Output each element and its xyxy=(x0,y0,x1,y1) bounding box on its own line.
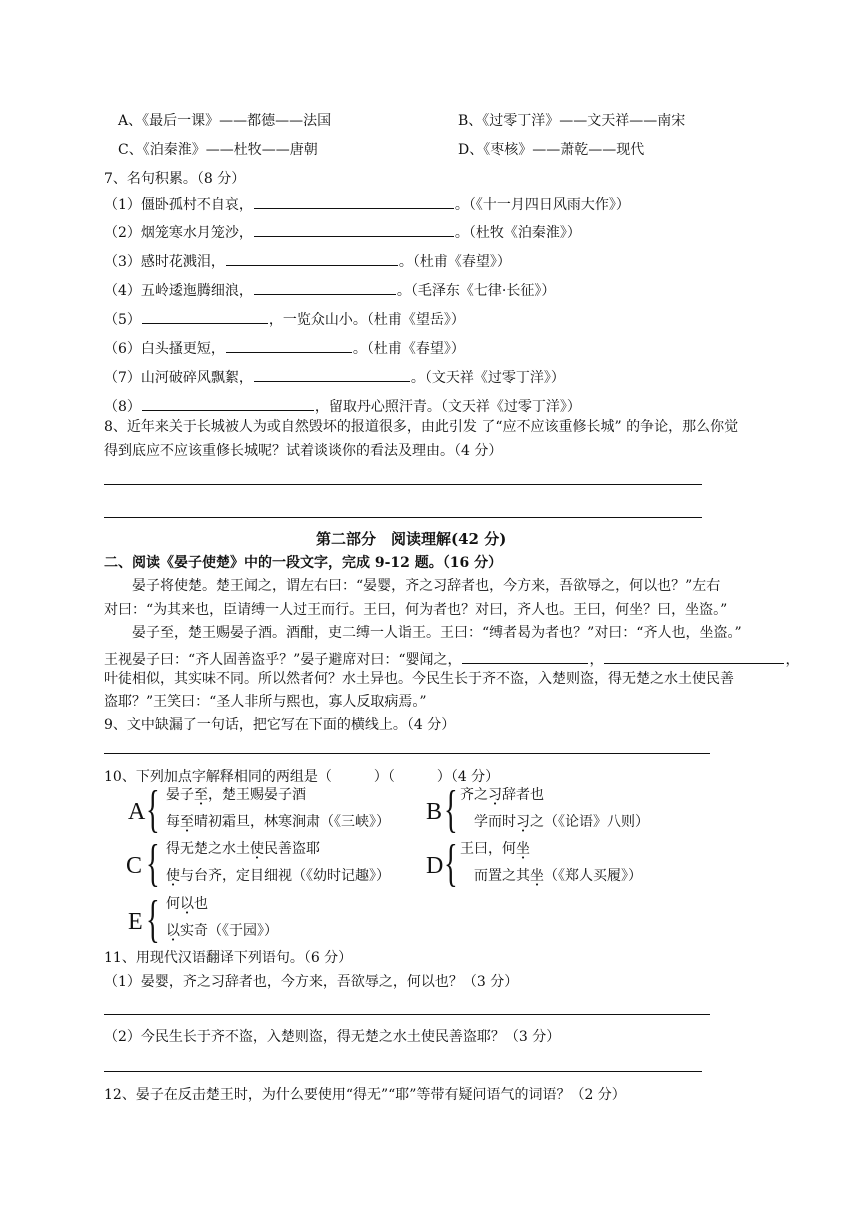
answer-blank[interactable] xyxy=(254,194,454,209)
answer-line[interactable] xyxy=(104,517,702,518)
group-d-line-1: 王曰，何坐 xyxy=(460,841,530,857)
answer-blank[interactable] xyxy=(142,309,268,324)
passage-line: 对曰：“为其来也，臣请缚一人过王而行。王曰，何为者也？对曰，齐人也。王曰，何坐？曰，坐盗。” xyxy=(104,602,728,618)
missing-sentence-blank[interactable] xyxy=(462,649,588,664)
q7-item-8: （8） ，留取丹心照汗青。（文天祥《过零丁洋》） xyxy=(104,396,581,414)
group-d-line-2: 而置之其坐（《郑人买履》） xyxy=(474,868,642,884)
answer-line[interactable] xyxy=(104,484,702,485)
option-c: C、《泊秦淮》——杜牧——唐朝 xyxy=(118,142,318,158)
q11-sentence-1: （1）晏婴，齐之习辞者也，今方来，吾欲辱之，何以也？（3 分） xyxy=(104,974,519,990)
option-d: D、《枣核》——萧乾——现代 xyxy=(458,142,645,158)
q11-sentence-2: （2）今民生长于齐不盗，入楚则盗，得无楚之水土使民善盗耶？（3 分） xyxy=(104,1029,561,1045)
group-e-line-2: 以实奇（《于园》） xyxy=(166,923,278,939)
q8-line-2: 得到底应不应该重修长城呢？试着谈谈你的看法及理由。（4 分） xyxy=(104,443,503,459)
q7-item-2: （2）烟笼寒水月笼沙， 。（杜牧《泊秦淮》） xyxy=(104,222,581,240)
brace-icon: { xyxy=(444,835,458,892)
group-a-line-2: 每至晴初霜旦，林寒涧肃（《三峡》） xyxy=(166,814,390,830)
group-b-line-1: 齐之习辞者也 xyxy=(460,787,544,803)
q8-line-1: 8、近年来关于长城被人为或自然毁坏的报道很多，由此引发 了“应不应该重修长城” 的争论，那么你觉 xyxy=(104,419,739,435)
passage-line: 晏子至，楚王赐晏子酒。酒酣，吏二缚一人诣王。王曰：“缚者曷为者也？”对曰：“齐人也，坐盗。” xyxy=(132,625,742,641)
brace-icon: { xyxy=(146,781,160,838)
part-heading: 第二部分 阅读理解(42 分) xyxy=(316,530,507,548)
answer-blank[interactable] xyxy=(142,396,314,411)
section-heading: 二、阅读《晏子使楚》中的一段文字，完成 9-12 题。（16 分） xyxy=(104,555,503,571)
answer-blank[interactable] xyxy=(226,338,352,353)
group-c-line-2: 使与台齐，定目细视（《幼时记趣》） xyxy=(166,868,390,884)
answer-line[interactable] xyxy=(104,753,710,754)
group-c-line-1: 得无楚之水土使民善盗耶 xyxy=(166,841,320,857)
missing-sentence-blank[interactable] xyxy=(604,649,784,664)
option-letter-d: D xyxy=(426,853,444,879)
answer-line[interactable] xyxy=(104,1014,710,1015)
q10-title: 10、下列加点字解释相同的两组是（ ）（ ）（4 分） xyxy=(104,769,500,785)
answer-blank[interactable] xyxy=(254,222,454,237)
option-b: B、《过零丁洋》——文天祥——南宋 xyxy=(458,113,686,129)
answer-blank[interactable] xyxy=(226,251,398,266)
option-letter-b: B xyxy=(426,799,443,825)
option-letter-c: C xyxy=(126,853,143,879)
group-b-line-2: 学而时习之（《论语》八则） xyxy=(474,814,649,830)
q7-item-7: （7）山河破碎风飘絮， 。（文天祥《过零丁洋》） xyxy=(104,367,565,385)
brace-icon: { xyxy=(146,891,160,948)
option-letter-e: E xyxy=(128,909,143,935)
answer-blank[interactable] xyxy=(254,367,410,382)
answer-blank[interactable] xyxy=(254,280,396,295)
group-a-line-1: 晏子至，楚王赐晏子酒 xyxy=(166,787,306,803)
passage-line: 晏子将使楚。楚王闻之，谓左右曰：“晏婴，齐之习辞者也，今方来，吾欲辱之，何以也？”左右 xyxy=(132,578,721,594)
q12-title: 12、晏子在反击楚王时，为什么要使用“得无”“耶”等带有疑问语气的词语？（2 分） xyxy=(104,1087,626,1103)
passage-line: 盗耶？”王笑曰：“圣人非所与熙也，寡人反取病焉。” xyxy=(104,694,427,710)
brace-icon: { xyxy=(146,835,160,892)
passage-line: 王视晏子曰：“齐人固善盗乎？”晏子避席对曰：“婴闻之， ， ， xyxy=(104,649,799,667)
option-a: A、《最后一课》——都德——法国 xyxy=(118,113,332,129)
group-e-line-1: 何以也 xyxy=(166,896,208,912)
q11-title: 11、用现代汉语翻译下列语句。（6 分） xyxy=(104,950,353,966)
q7-item-3: （3）感时花溅泪， 。（杜甫《春望》） xyxy=(104,251,511,269)
passage-line: 叶徒相似，其实味不同。所以然者何？水土异也。今民生长于齐不盗，入楚则盗，得无楚之水土使民善 xyxy=(104,671,734,687)
q7-title: 7、名句积累。（8 分） xyxy=(104,171,246,187)
q7-item-1: （1）僵卧孤村不自哀， 。（《十一月四日风雨大作》） xyxy=(104,194,630,212)
q7-item-5: （5） ，一览众山小。（杜甫《望岳》） xyxy=(104,309,465,327)
option-letter-a: A xyxy=(128,799,146,825)
brace-icon: { xyxy=(444,781,458,838)
q7-item-4: （4）五岭逶迤腾细浪， 。（毛泽东《七律·长征》） xyxy=(104,280,555,298)
answer-line[interactable] xyxy=(104,1071,702,1072)
q9-title: 9、文中缺漏了一句话，把它写在下面的横线上。（4 分） xyxy=(104,717,456,733)
q7-item-6: （6）白头搔更短， 。（杜甫《春望》） xyxy=(104,338,465,356)
